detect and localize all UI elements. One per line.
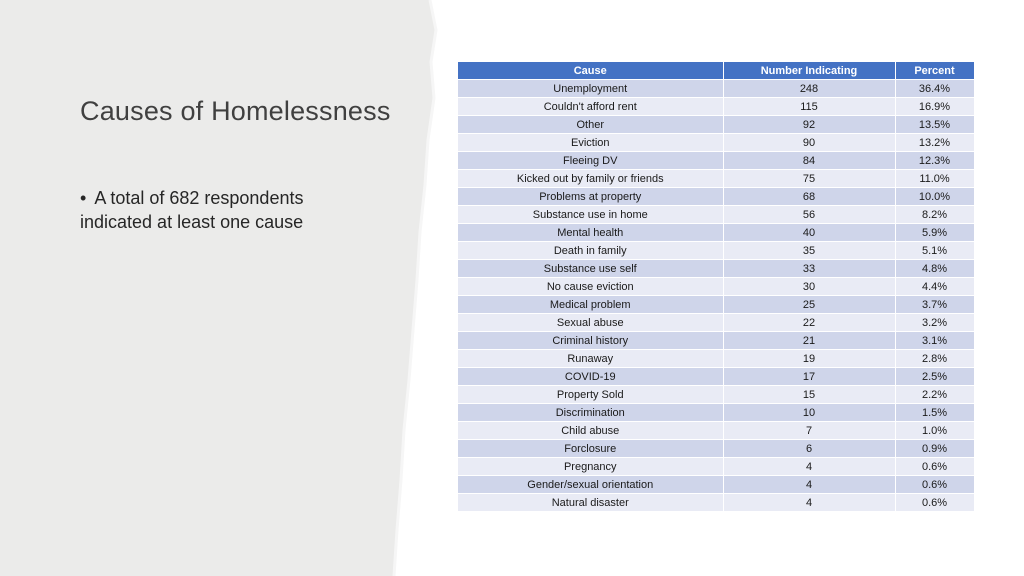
cause-cell: Gender/sexual orientation xyxy=(458,476,723,494)
percent-cell: 4.8% xyxy=(895,260,974,278)
percent-cell: 11.0% xyxy=(895,170,974,188)
table-row xyxy=(458,278,974,296)
cause-cell: Mental health xyxy=(458,224,723,242)
cause-cell: Problems at property xyxy=(458,188,723,206)
percent-cell: 1.5% xyxy=(895,404,974,422)
percent-cell: 1.0% xyxy=(895,422,974,440)
count-cell: 17 xyxy=(723,368,895,386)
bullet-point xyxy=(80,186,380,234)
cause-cell: Kicked out by family or friends xyxy=(458,170,723,188)
bullet-marker: • xyxy=(80,188,87,208)
table-row xyxy=(458,314,974,332)
percent-cell: 3.7% xyxy=(895,296,974,314)
percent-cell: 2.5% xyxy=(895,368,974,386)
slide-title: Causes of Homelessness xyxy=(80,96,391,126)
percent-cell: 12.3% xyxy=(895,152,974,170)
count-cell: 4 xyxy=(723,458,895,476)
count-cell: 6 xyxy=(723,440,895,458)
percent-cell: 3.1% xyxy=(895,332,974,350)
table-row xyxy=(458,332,974,350)
cause-cell: Child abuse xyxy=(458,422,723,440)
cause-cell: Substance use self xyxy=(458,260,723,278)
table-row xyxy=(458,476,974,494)
cause-cell: COVID-19 xyxy=(458,368,723,386)
table-row xyxy=(458,260,974,278)
cause-cell: Runaway xyxy=(458,350,723,368)
table-row xyxy=(458,134,974,152)
percent-cell: 3.2% xyxy=(895,314,974,332)
cause-cell: Forclosure xyxy=(458,440,723,458)
percent-cell: 0.9% xyxy=(895,440,974,458)
table-row xyxy=(458,494,974,512)
table-row xyxy=(458,440,974,458)
table-row xyxy=(458,368,974,386)
cause-cell: Medical problem xyxy=(458,296,723,314)
count-cell: 56 xyxy=(723,206,895,224)
percent-cell: 8.2% xyxy=(895,206,974,224)
percent-cell: 16.9% xyxy=(895,98,974,116)
percent-cell: 0.6% xyxy=(895,458,974,476)
table-row xyxy=(458,116,974,134)
percent-cell: 5.9% xyxy=(895,224,974,242)
cause-cell: Sexual abuse xyxy=(458,314,723,332)
count-cell: 19 xyxy=(723,350,895,368)
table-row xyxy=(458,242,974,260)
count-cell: 33 xyxy=(723,260,895,278)
count-cell: 10 xyxy=(723,404,895,422)
percent-cell: 2.2% xyxy=(895,386,974,404)
table-row xyxy=(458,422,974,440)
header-cause: Cause xyxy=(458,62,723,80)
percent-cell: 5.1% xyxy=(895,242,974,260)
table-row xyxy=(458,152,974,170)
count-cell: 4 xyxy=(723,494,895,512)
cause-cell: Couldn't afford rent xyxy=(458,98,723,116)
bullet-text: A total of 682 respondents indicated at least one cause xyxy=(80,188,304,232)
cause-cell: Substance use in home xyxy=(458,206,723,224)
table-row xyxy=(458,458,974,476)
table-row xyxy=(458,224,974,242)
cause-cell: Other xyxy=(458,116,723,134)
percent-cell: 0.6% xyxy=(895,476,974,494)
count-cell: 115 xyxy=(723,98,895,116)
percent-cell: 13.5% xyxy=(895,116,974,134)
table-row xyxy=(458,206,974,224)
cause-cell: Property Sold xyxy=(458,386,723,404)
count-cell: 35 xyxy=(723,242,895,260)
table-row xyxy=(458,386,974,404)
count-cell: 30 xyxy=(723,278,895,296)
left-panel xyxy=(0,0,460,576)
cause-cell: No cause eviction xyxy=(458,278,723,296)
count-cell: 25 xyxy=(723,296,895,314)
percent-cell: 0.6% xyxy=(895,494,974,512)
table-row xyxy=(458,188,974,206)
count-cell: 75 xyxy=(723,170,895,188)
table-row xyxy=(458,296,974,314)
cause-cell: Criminal history xyxy=(458,332,723,350)
count-cell: 15 xyxy=(723,386,895,404)
percent-cell: 2.8% xyxy=(895,350,974,368)
cause-cell: Unemployment xyxy=(458,80,723,98)
percent-cell: 4.4% xyxy=(895,278,974,296)
cause-cell: Death in family xyxy=(458,242,723,260)
table-row xyxy=(458,98,974,116)
count-cell: 7 xyxy=(723,422,895,440)
cause-cell: Discrimination xyxy=(458,404,723,422)
count-cell: 90 xyxy=(723,134,895,152)
count-cell: 84 xyxy=(723,152,895,170)
cause-cell: Pregnancy xyxy=(458,458,723,476)
count-cell: 21 xyxy=(723,332,895,350)
count-cell: 22 xyxy=(723,314,895,332)
header-percent: Percent xyxy=(895,62,974,80)
table-header-row xyxy=(458,62,974,80)
table-row xyxy=(458,170,974,188)
table-row xyxy=(458,80,974,98)
table-row xyxy=(458,404,974,422)
count-cell: 4 xyxy=(723,476,895,494)
count-cell: 248 xyxy=(723,80,895,98)
cause-cell: Fleeing DV xyxy=(458,152,723,170)
percent-cell: 36.4% xyxy=(895,80,974,98)
table-row xyxy=(458,350,974,368)
cause-cell: Natural disaster xyxy=(458,494,723,512)
header-number-indicating: Number Indicating xyxy=(723,62,895,80)
cause-cell: Eviction xyxy=(458,134,723,152)
percent-cell: 13.2% xyxy=(895,134,974,152)
causes-table xyxy=(458,62,975,512)
count-cell: 40 xyxy=(723,224,895,242)
count-cell: 68 xyxy=(723,188,895,206)
count-cell: 92 xyxy=(723,116,895,134)
percent-cell: 10.0% xyxy=(895,188,974,206)
